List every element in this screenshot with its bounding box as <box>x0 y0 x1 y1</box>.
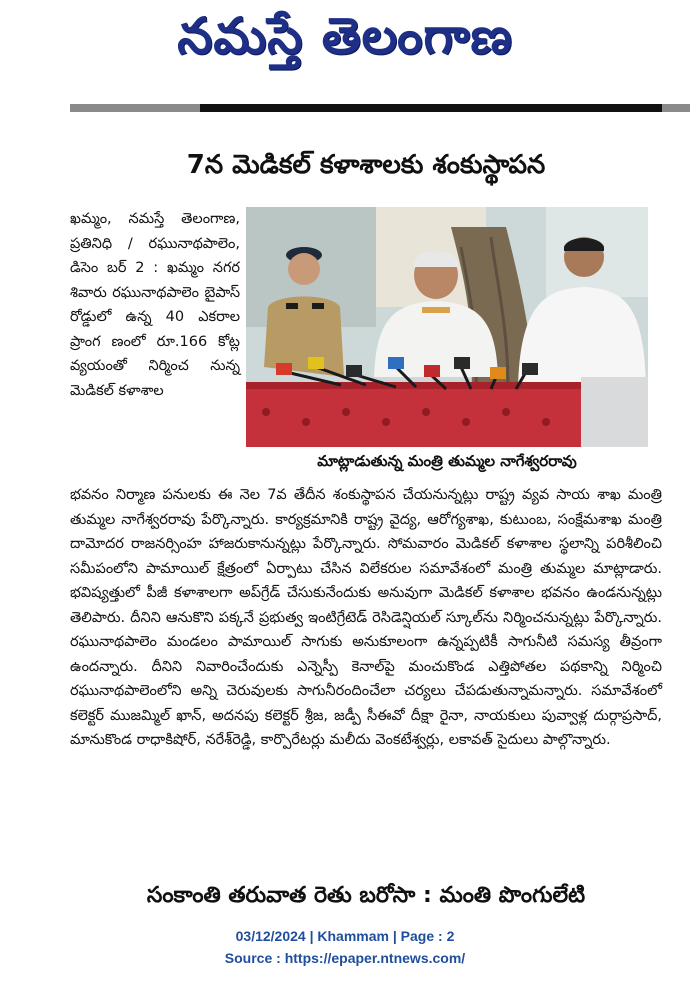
photo-illustration <box>246 207 648 447</box>
footer-date-line: 03/12/2024 | Khammam | Page : 2 <box>235 928 455 944</box>
newspaper-title: నమస్తే తెలంగాణ <box>177 6 513 65</box>
article-headline: 7న మెడికల్ కళాశాలకు శంకుస్థాపన <box>186 150 546 180</box>
footer-source-link[interactable]: Source : https://epaper.ntnews.com/ <box>224 950 466 966</box>
header-rule-left <box>70 104 200 112</box>
masthead <box>0 0 690 100</box>
header-rule-right <box>662 104 690 112</box>
article-lead-column: ఖమ్మం, నమస్తే తెలంగాణ, ప్రతినిధి / రఘునాథపాలెం, డిసెం బర్ 2 : ఖమ్మం నగర శివారు రఘునాథపాలెం బైపాస్ రోడ్డులో ఉన్న 40 ఎకరాల ప్రాంగ ణంలో రూ.166 కోట్ల వ్యయంతో నిర్మించ నున్న మెడికల్ కళాశాల <box>70 211 240 399</box>
header-rule <box>200 104 662 112</box>
article-body: భవనం నిర్మాణ పనులకు ఈ నెల 7వ తేదీన శంకుస్థాపన చేయనున్నట్లు రాష్ట్ర వ్యవ సాయ శాఖ మంత్రి తుమ్మల నాగేశ్వరరావు పేర్కొన్నారు. కార్యక్రమానికి రాష్ట్ర వైద్య, ఆరోగ్యశాఖ, కుటుంబ, సంక్షేమశాఖ మంత్రి దామోదర రాజనర్సింహ హాజరుకానున్నట్లు పేర్కొన్నారు. సోమవారం మెడికల్ కళాశాల స్థలాన్ని పరిశీలించి సమీపంలోని పామాయిల్ క్షేత్రంలో ఏర్పాటు చేసిన విలేకరుల సమావేశంలో మంత్రి తుమ్మల మాట్లాడారు. భవిష్యత్తులో పీజీ కళాశాలగా అప్‌గ్రేడ్ చేసుకునేందుకు అనువుగా మెడికల్ కళాశాల భవనం ఉండనున్నట్లు తెలిపారు. దీనిని ఆనుకొని పక్కనే ప్రభుత్వ ఇంటిగ్రేటెడ్ రెసిడెన్షియల్ స్కూల్‌ను నిర్మించనున్నట్లు పేర్కొన్నారు. రఘునాథపాలెం మండలం పామాయిల్ సాగుకు అనుకూలంగా ఉన్నప్పటికీ సాగునీటి సమస్య తీవ్రంగా ఉందన్నారు. దీనిని నివారించేందుకు ఎన్నెస్పీ కెనాల్‌పై మంచుకొండ ఎత్తిపోతల పథకాన్ని నిర్మించి రఘునాథపాలెంలోని అన్ని చెరువులకు సాగునీరందించేలా చర్యలు చేపడుతున్నామన్నారు. సమావేశంలో కలెక్టర్ ముజమ్మిల్ ఖాన్, అదనపు కలెక్టర్ శ్రీజ, జడ్పీ సీఈవో దీక్షా రైనా, నాయకులు పువ్వాళ్ల దుర్గాప్రసాద్, మానుకొండ రాధాకిషోర్, నరేశ్‌రెడ్డి, కార్పొరేటర్లు మలీదు వెంకటేశ్వర్లు, లకావత్ సైదులు పాల్గొన్నారు. <box>70 487 662 748</box>
photo-caption: మాట్లాడుతున్న మంత్రి తుమ్మల నాగేశ్వరరావు <box>317 452 577 470</box>
press-conference-photo <box>246 207 648 447</box>
next-article-headline: సంకాంతి తరువాత రెతు బరోసా : మంతి పొంగులేటి <box>146 883 586 908</box>
